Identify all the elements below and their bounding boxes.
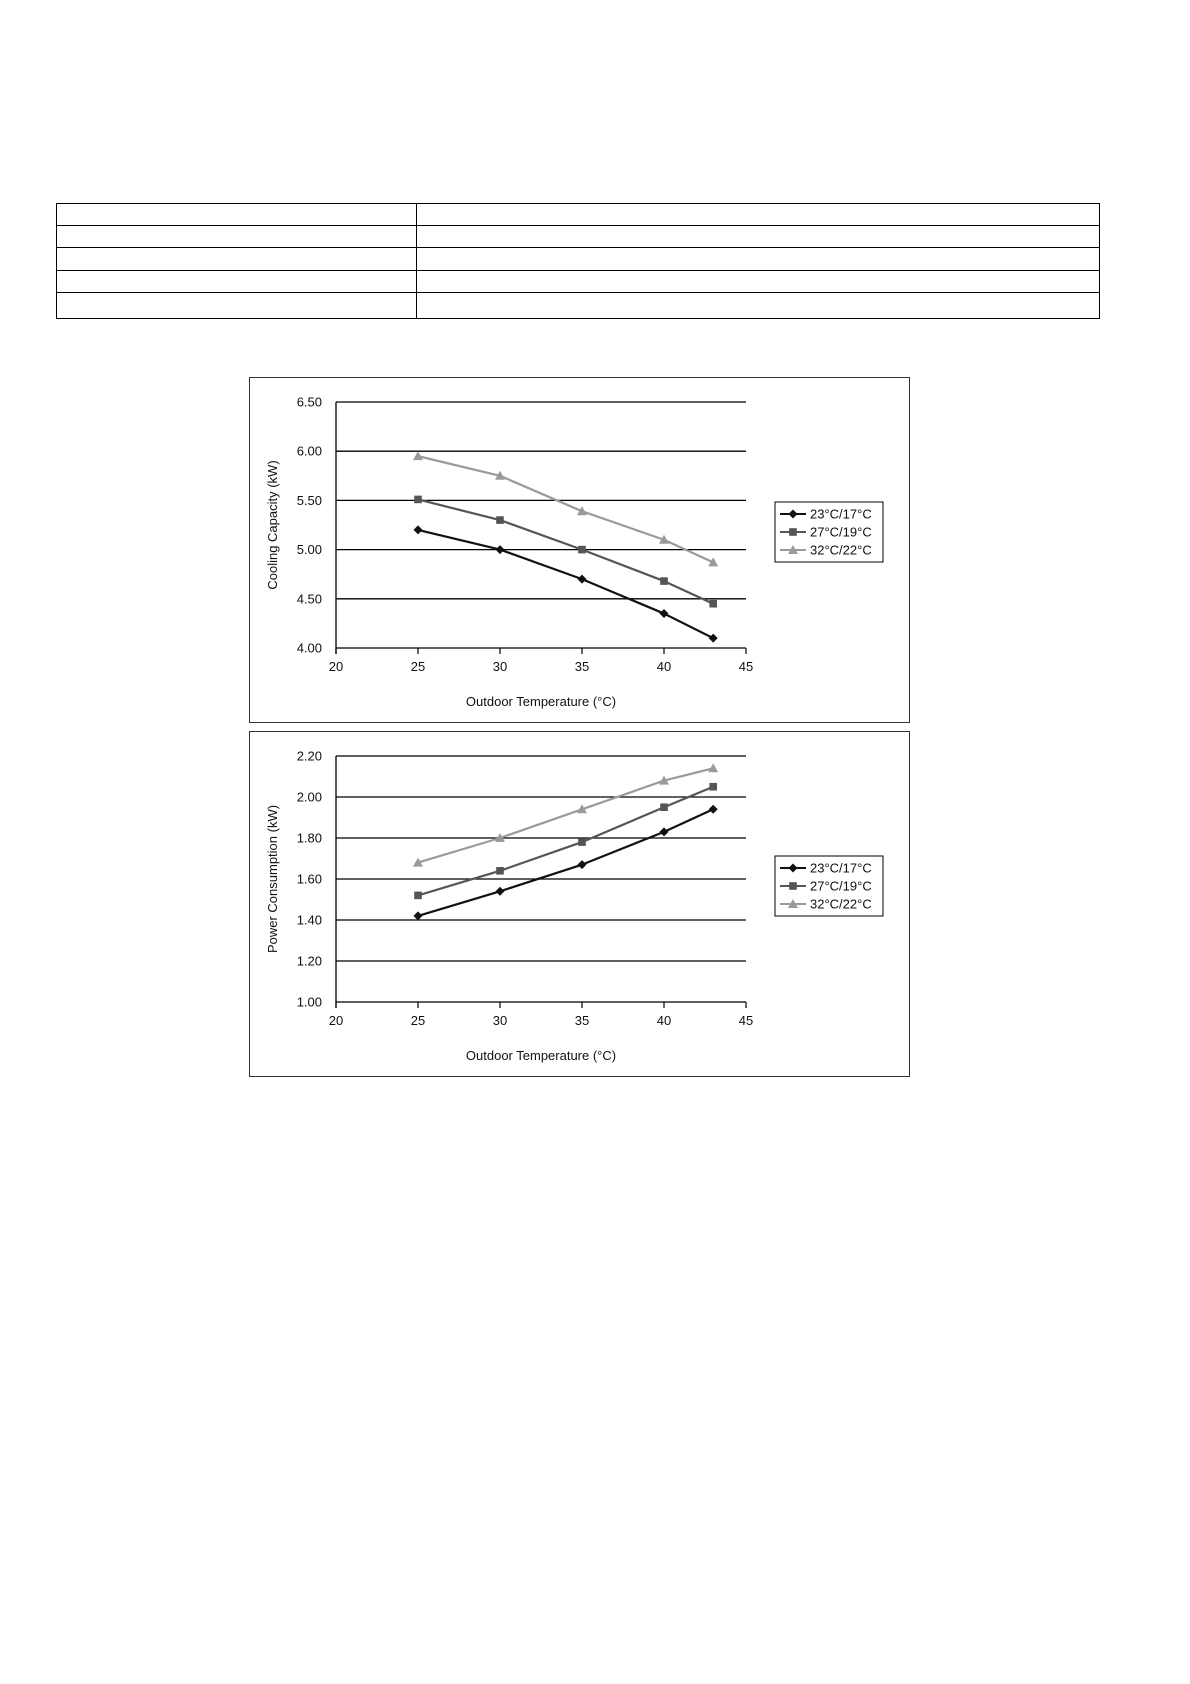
- cooling-capacity-chart: [249, 377, 910, 723]
- capacity-data-point: [709, 600, 717, 608]
- capacity-x-tick-label: 45: [738, 659, 754, 674]
- table-cell: [57, 226, 417, 248]
- table-cell: [57, 248, 417, 270]
- power-x-tick-label: 30: [492, 1013, 508, 1028]
- power-data-point: [708, 763, 718, 772]
- power-legend-marker: [789, 882, 797, 890]
- power-y-tick-label: 2.20: [296, 748, 322, 764]
- capacity-series-line: [418, 499, 713, 603]
- capacity-y-tick-label: 6.50: [296, 394, 322, 410]
- capacity-x-tick-label: 20: [328, 659, 344, 674]
- power-y-tick-label: 1.00: [296, 994, 322, 1010]
- cooling-capacity-chart-svg: [250, 378, 909, 722]
- power-x-axis-title: Outdoor Temperature (°C): [465, 1048, 617, 1063]
- table-cell: [417, 270, 1100, 292]
- capacity-legend-marker: [789, 528, 797, 536]
- power-data-point: [660, 827, 669, 836]
- capacity-x-tick-label: 40: [656, 659, 672, 674]
- capacity-legend-label: 23°C/17°C: [810, 506, 872, 522]
- power-x-tick-label: 35: [574, 1013, 590, 1028]
- power-data-point: [496, 887, 505, 896]
- capacity-x-axis-title: Outdoor Temperature (°C): [465, 694, 617, 709]
- table-row: [57, 248, 1100, 270]
- capacity-data-point: [660, 577, 668, 585]
- power-data-point: [578, 860, 587, 869]
- power-legend-label: 32°C/22°C: [810, 896, 872, 912]
- capacity-data-point: [413, 451, 423, 460]
- capacity-data-point: [414, 525, 423, 534]
- table-row: [57, 270, 1100, 292]
- capacity-data-point: [414, 496, 422, 504]
- power-y-tick-label: 1.40: [296, 912, 322, 928]
- power-data-point: [709, 805, 718, 814]
- power-consumption-chart-svg: [250, 732, 909, 1076]
- power-x-tick-label: 45: [738, 1013, 754, 1028]
- capacity-data-point: [660, 609, 669, 618]
- table-cell: [57, 204, 417, 226]
- power-data-point: [414, 911, 423, 920]
- table-cell: [57, 292, 417, 318]
- table-row: [57, 204, 1100, 226]
- table-cell: [417, 226, 1100, 248]
- power-legend-label: 27°C/19°C: [810, 878, 872, 894]
- table-cell: [417, 292, 1100, 318]
- capacity-data-point: [496, 545, 505, 554]
- capacity-y-tick-label: 5.50: [296, 492, 322, 508]
- table-row: [57, 226, 1100, 248]
- power-y-tick-label: 1.20: [296, 953, 322, 969]
- power-data-point: [709, 783, 717, 791]
- power-legend-label: 23°C/17°C: [810, 860, 872, 876]
- capacity-x-tick-label: 25: [410, 659, 426, 674]
- power-data-point: [578, 838, 586, 846]
- table-cell: [57, 270, 417, 292]
- power-data-point: [660, 803, 668, 811]
- power-x-tick-label: 25: [410, 1013, 426, 1028]
- capacity-data-point: [578, 575, 587, 584]
- capacity-data-point: [709, 634, 718, 643]
- capacity-data-point: [496, 516, 504, 524]
- capacity-series-line: [418, 456, 713, 562]
- power-data-point: [414, 892, 422, 900]
- capacity-y-tick-label: 4.00: [296, 640, 322, 656]
- capacity-x-tick-label: 35: [574, 659, 590, 674]
- capacity-legend-label: 32°C/22°C: [810, 542, 872, 558]
- power-consumption-chart: [249, 731, 910, 1077]
- power-series-line: [418, 809, 713, 916]
- spec-table: [56, 203, 1100, 319]
- power-y-tick-label: 1.60: [296, 871, 322, 887]
- capacity-data-point: [578, 546, 586, 554]
- power-x-tick-label: 40: [656, 1013, 672, 1028]
- capacity-y-axis-title: Cooling Capacity (kW): [265, 460, 280, 590]
- power-y-tick-label: 2.00: [296, 789, 322, 805]
- power-data-point: [496, 867, 504, 875]
- capacity-y-tick-label: 6.00: [296, 443, 322, 459]
- table-cell: [417, 204, 1100, 226]
- power-y-axis-title: Power Consumption (kW): [265, 804, 280, 954]
- power-x-tick-label: 20: [328, 1013, 344, 1028]
- capacity-legend-label: 27°C/19°C: [810, 524, 872, 540]
- capacity-y-tick-label: 4.50: [296, 591, 322, 607]
- capacity-y-tick-label: 5.00: [296, 542, 322, 558]
- capacity-x-tick-label: 30: [492, 659, 508, 674]
- power-y-tick-label: 1.80: [296, 830, 322, 846]
- table-row: [57, 292, 1100, 318]
- table-cell: [417, 248, 1100, 270]
